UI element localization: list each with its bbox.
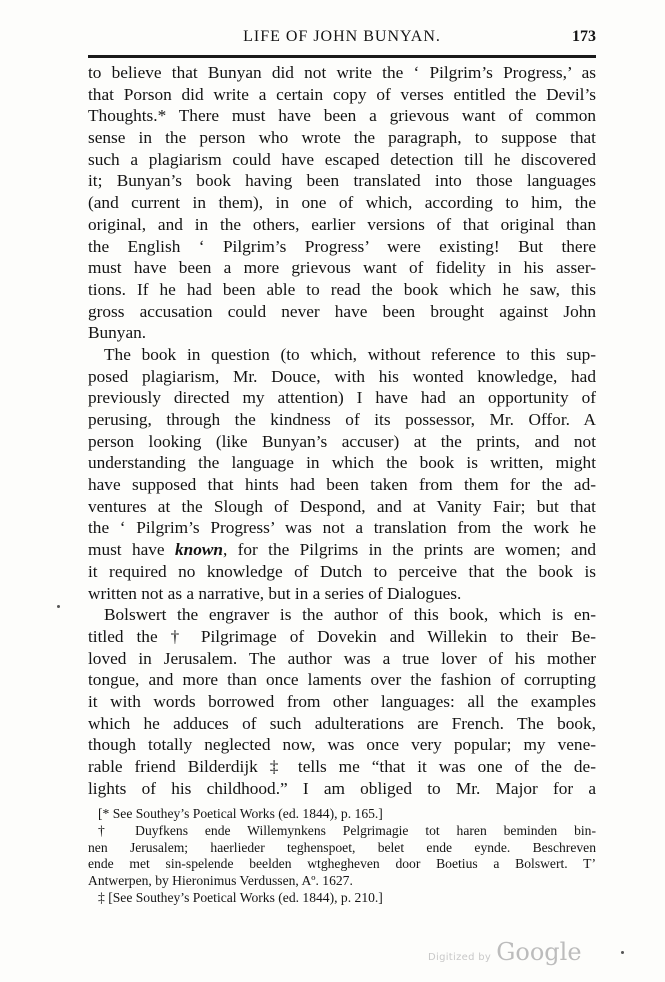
text-line: have supposed that hints had been taken from them for the ad- [88,475,596,495]
footnote-line: † Duyfkens ende Willemynkens Pelgrimagie tot haren beminden bin- [98,822,596,838]
text-line: rable friend Bilderdijk ‡ tells me “that it was one of the de- [88,757,596,776]
google-logo: Google [496,938,582,966]
margin-mark [57,605,60,608]
text-line: which he adduces of such adulterations are French. The book, [88,713,596,733]
header-rule [88,55,596,58]
text-line: ventures at the Slough of Despond, and at Vanity Fair; but that [88,496,596,516]
text-line: must have been a more grievous want of fidelity in his asser- [88,258,596,278]
text-line: Thoughts.* There must have been a grievous want of common [88,106,596,126]
text-line: sense in the person who wrote the paragraph, to suppose that [88,128,596,148]
text-line: tions. If he had been able to read the book which he saw, this [88,279,596,299]
text-line: such a plagiarism could have escaped detection till he discovered [88,149,596,169]
text-line: understanding the language in which the book is written, might [88,453,596,473]
text-line: previously directed my attention) I have had an opportunity of [88,388,596,408]
footnote-line: [* See Southey’s Poetical Works (ed. 1844), p. 165.] [98,806,383,821]
text-line: gross accusation could never have been brought against John [88,301,596,321]
text-line: the English ‘ Pilgrim’s Progress’ were existing! But there [88,236,596,256]
running-header [88,28,596,52]
text-line: perusing, through the kindness of its possessor, Mr. Offor. A [88,410,596,429]
text-line: original, and in the others, earlier versions of that original than [88,214,596,234]
text-line: The book in question (to which, without reference to this sup- [104,344,596,364]
text-line: that Porson did write a certain copy of verses entitled the Devil’s [88,84,596,104]
text-line: though totally neglected now, was once very popular; my vene- [88,735,596,755]
text-line: Bolswert the engraver is the author of this book, which is en- [104,605,596,625]
text-line: tongue, and more than once laments over the fashion of corrupting [88,670,596,690]
footnote-line: ‡ [See Southey’s Poetical Works (ed. 1844), p. 210.] [98,889,383,905]
digitized-watermark [428,938,582,966]
emphasis-word: known [174,540,223,560]
text-line: titled the † Pilgrimage of Dovekin and Willekin to their Be- [88,626,596,646]
text-line: (and current in them), in one of which, according to him, the [88,193,596,213]
text-line: lights of his childhood.” I am obliged to Mr. Major for a [88,778,596,798]
text-line: person looking (like Bunyan’s accuser) at the prints, and not [88,431,596,451]
margin-mark [621,951,624,954]
footnotes [88,806,596,907]
text-line: must have known, for the Pilgrims in the prints are women; and [88,540,596,560]
footnote-line: nen Jerusalem; haerlieder teghenspoet, belet ende eynde. Beschreven [88,839,596,855]
text-line: it required no knowledge of Dutch to perceive that the book is [88,561,596,581]
text-line: written not as a narrative, but in a series of Dialogues. [88,583,462,603]
footnote-line: Antwerpen, by Hieronimus Verdussen, Aº. 1627. [88,873,353,889]
page-number: 173 [572,28,596,45]
footnote-line: ende met sin-spelende beelden wtghegheven door Boetius a Bolswert. T’ [88,856,596,872]
text-line: loved in Jerusalem. The author was a true lover of his mother [88,648,596,668]
text-line: posed plagiarism, Mr. Douce, with his wonted knowledge, had [88,366,596,386]
text-line: it with words borrowed from other languages: all the examples [88,691,596,711]
text-line: Bunyan. [88,323,147,343]
running-title: LIFE OF JOHN BUNYAN. [243,28,441,45]
text-line: it; Bunyan’s book having been translated into those languages [88,171,596,191]
text-line: the ‘ Pilgrim’s Progress’ was not a translation from the work he [88,518,596,538]
watermark-prefix: Digitized by [428,952,492,963]
body-text [88,62,596,799]
text-line: to believe that Bunyan did not write the ‘ Pilgrim’s Progress,’ as [88,63,596,82]
